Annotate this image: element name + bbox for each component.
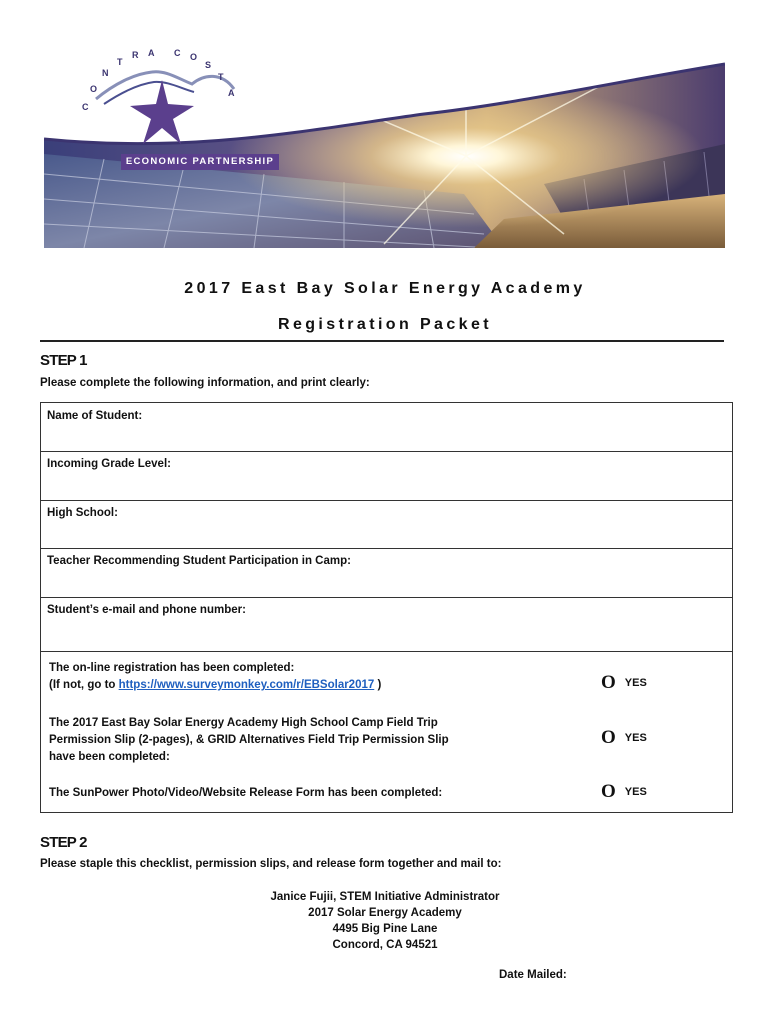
logo-arc-letter: A <box>148 48 155 58</box>
header-banner <box>44 44 725 248</box>
checklist-item-online-registration <box>49 660 381 694</box>
page-title: 2017 East Bay Solar Energy Academy <box>184 280 586 297</box>
logo-arc-letter: O <box>190 52 198 62</box>
step1-heading: STEP 1 <box>40 352 87 369</box>
address-line: Janice Fujii, STEM Initiative Administrator <box>270 891 500 903</box>
logo-arc-letter: R <box>132 50 139 60</box>
date-mailed-label: Date Mailed: <box>499 969 567 981</box>
yes-label: YES <box>624 731 647 744</box>
logo-arc-letter: N <box>102 68 109 78</box>
field-label: Student’s e-mail and phone number: <box>47 604 246 616</box>
student-name-field[interactable] <box>41 403 732 452</box>
field-label: Incoming Grade Level: <box>47 458 171 470</box>
checklist-item-permission-slips <box>49 715 449 766</box>
radio-circle-icon[interactable]: O <box>601 781 616 802</box>
yes-label: YES <box>624 785 647 798</box>
email-phone-field[interactable] <box>41 598 732 652</box>
logo-band: ECONOMIC PARTNERSHIP <box>121 154 279 170</box>
logo-arc-letter: O <box>90 84 98 94</box>
step2-heading: STEP 2 <box>40 834 87 851</box>
high-school-field[interactable] <box>41 501 732 549</box>
check-text: (If not, go to https://www.surveymonkey.com/r/EBSolar2017 ) <box>49 679 382 691</box>
yes-label: YES <box>624 676 647 689</box>
title-divider <box>40 340 724 342</box>
logo-arc-letter: A <box>228 88 235 98</box>
page-subtitle: Registration Packet <box>278 316 492 333</box>
check-text: The SunPower Photo/Video/Website Release Form has been completed: <box>49 787 443 799</box>
logo-arc-letter: T <box>117 57 123 67</box>
registration-form <box>40 402 733 813</box>
step1-instruction: Please complete the following information, and print clearly: <box>40 377 370 389</box>
logo-arc-letter: C <box>174 48 181 58</box>
yes-option-permission[interactable] <box>601 728 647 747</box>
logo-arc-letter: T <box>218 72 224 82</box>
logo-arc-letter: S <box>205 60 212 70</box>
check-text: The 2017 East Bay Solar Energy Academy High School Camp Field Trip <box>49 717 438 729</box>
logo-arc-letter: C <box>82 102 89 112</box>
radio-circle-icon[interactable]: O <box>601 672 616 693</box>
grade-level-field[interactable] <box>41 452 732 501</box>
survey-link[interactable]: https://www.surveymonkey.com/r/EBSolar2017 <box>118 679 375 691</box>
field-label: High School: <box>47 507 118 519</box>
teacher-field[interactable] <box>41 549 732 598</box>
field-label: Teacher Recommending Student Participation in Camp: <box>47 555 351 567</box>
solar-panel-banner-image <box>44 44 725 248</box>
check-text: Permission Slip (2-pages), & GRID Alternatives Field Trip Permission Slip <box>49 734 449 746</box>
check-text: The on-line registration has been completed: <box>49 662 295 674</box>
step2-instruction: Please staple this checklist, permission slips, and release form together and mail to: <box>40 858 502 870</box>
yes-option-release[interactable] <box>601 782 647 801</box>
address-line: 2017 Solar Energy Academy <box>308 907 462 919</box>
radio-circle-icon[interactable]: O <box>601 727 616 748</box>
field-label: Name of Student: <box>47 410 143 422</box>
address-line: 4495 Big Pine Lane <box>332 923 438 935</box>
yes-option-registration[interactable] <box>601 673 647 692</box>
check-text: have been completed: <box>49 751 170 763</box>
address-line: Concord, CA 94521 <box>332 939 438 951</box>
checklist-item-release-form <box>49 785 442 802</box>
